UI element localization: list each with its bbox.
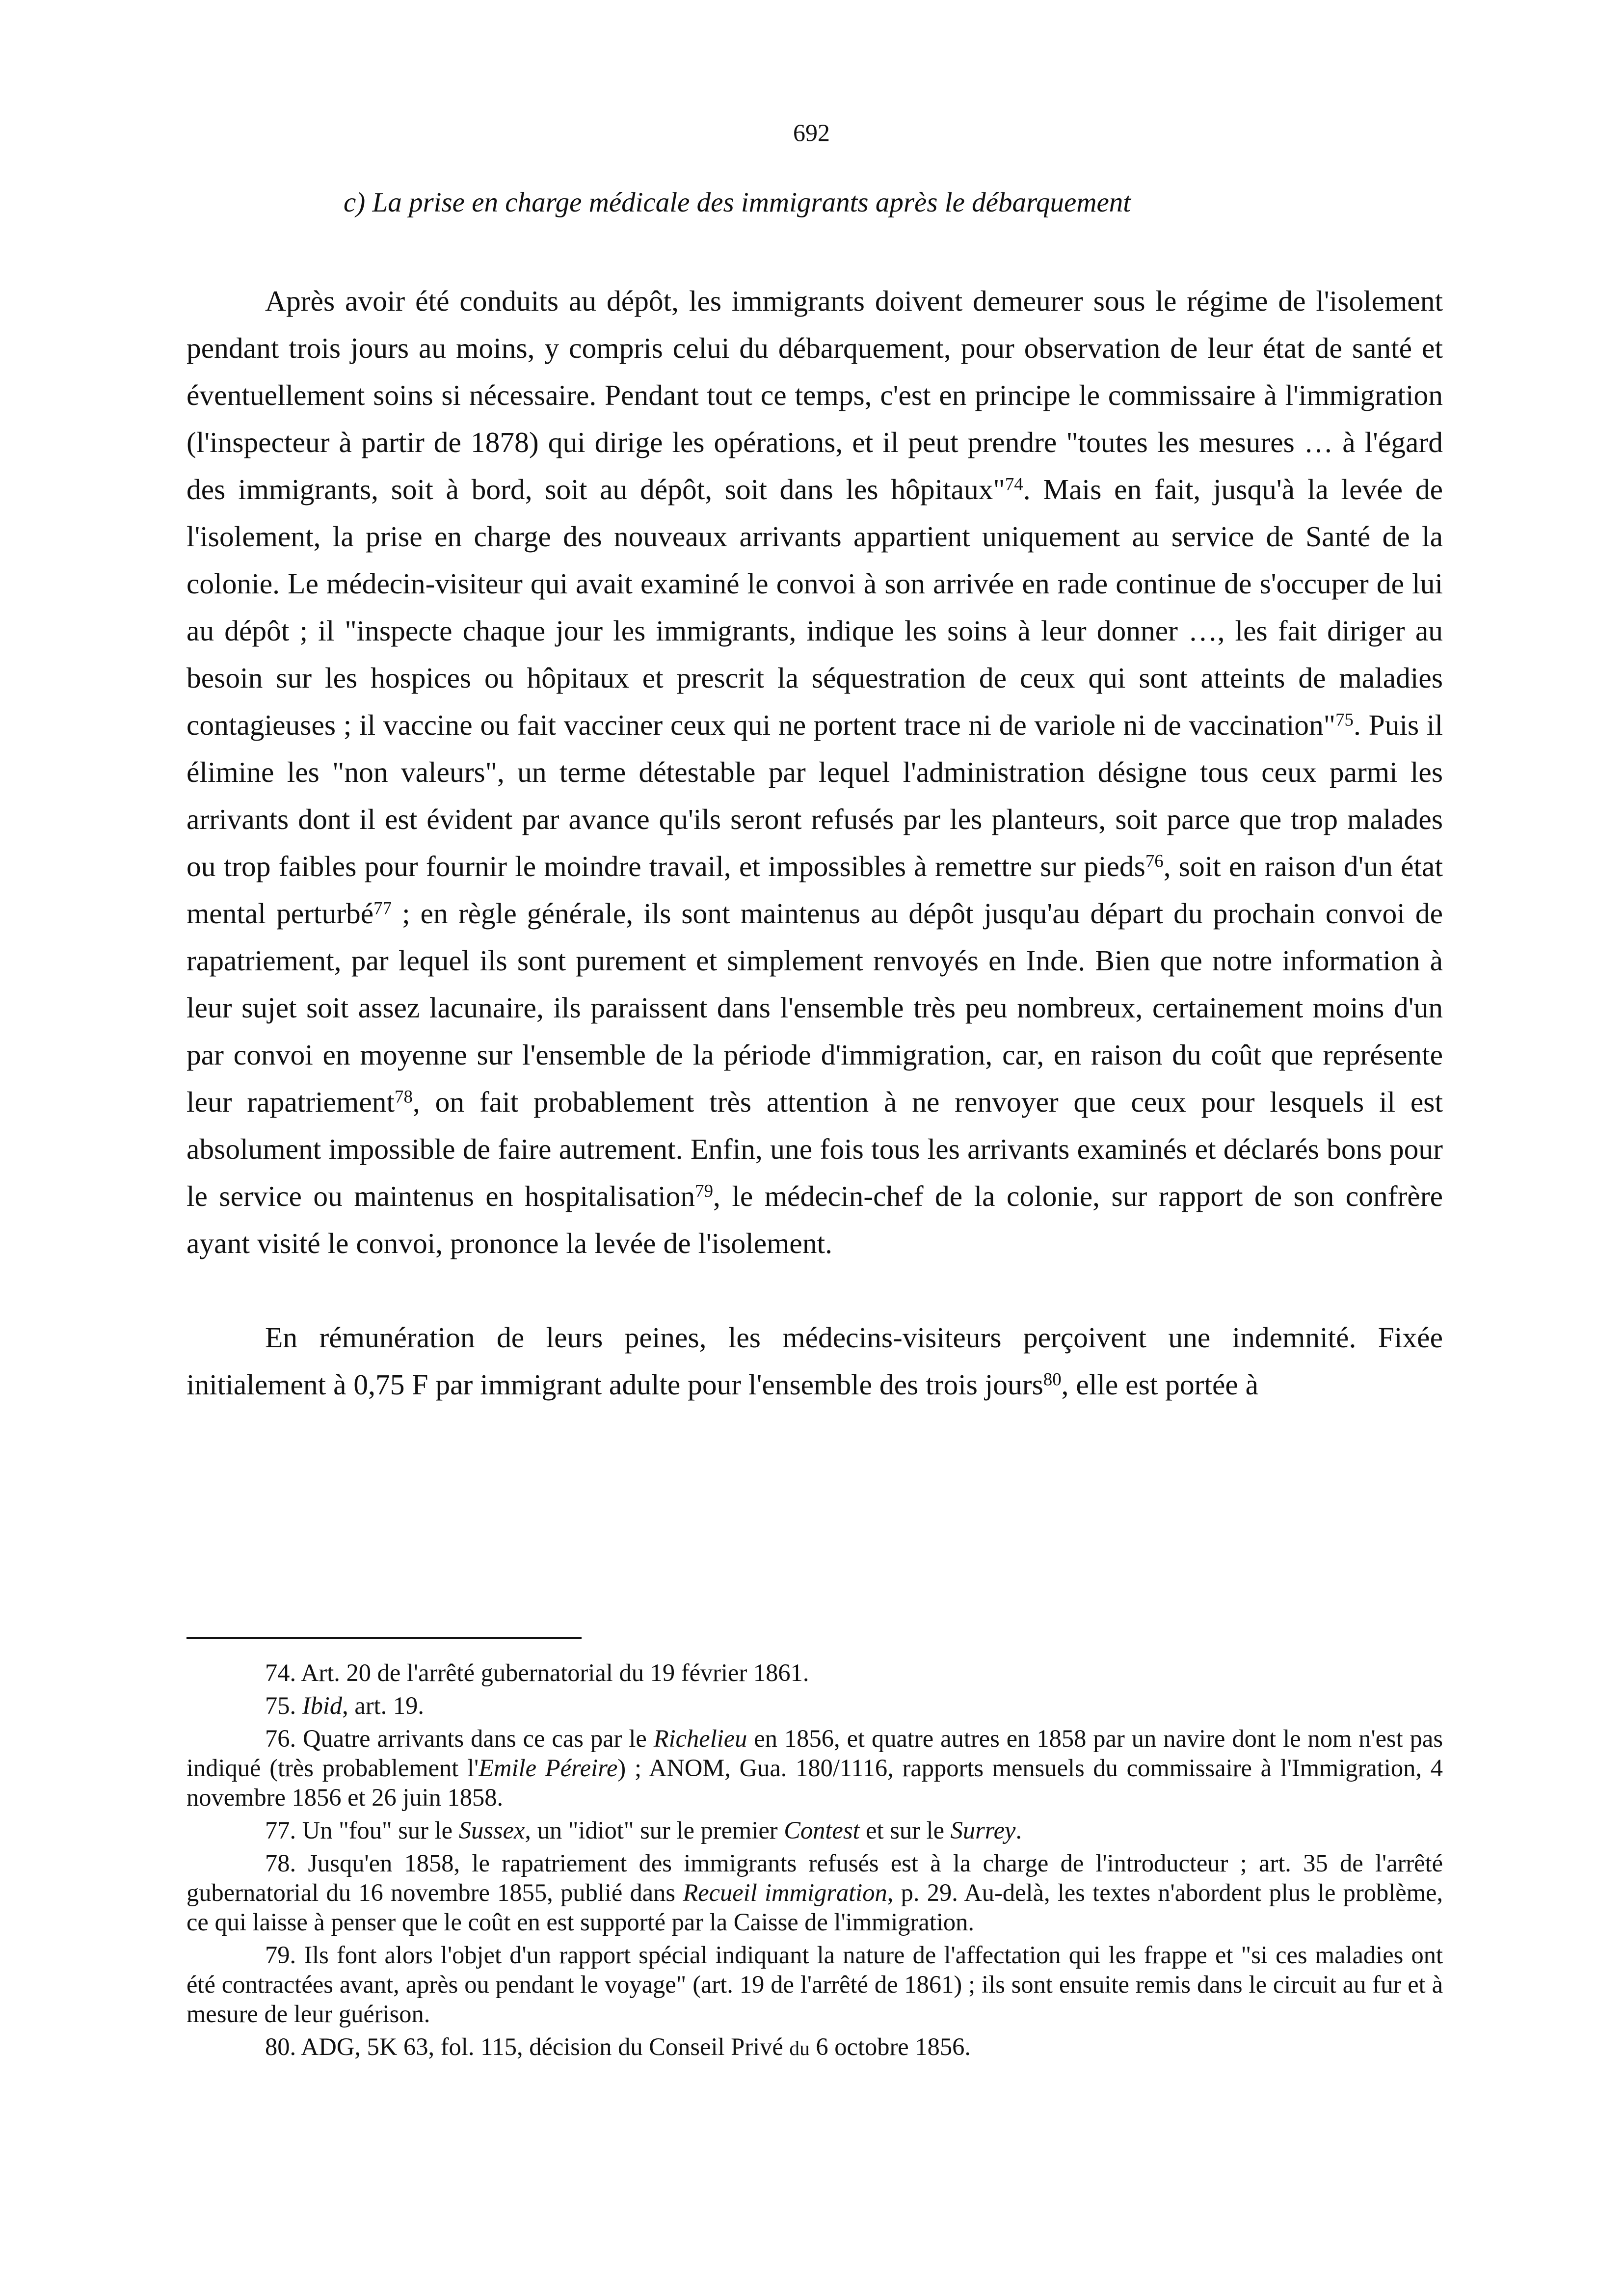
footnote-79: 79. Ils font alors l'objet d'un rapport spécial indiquant la nature de l'affectation qui les frappe et "si ces maladies ont été contractées avant, après ou pendant le voyage" (art. 19 de l'arrêté de 1861) ; ils sont ensuite remis dans le circuit au fur et à mesure de leur guérison.: [186, 1941, 1443, 2028]
footnote-78: 78. Jusqu'en 1858, le rapatriement des immigrants refusés est à la charge de l'introducteur ; art. 35 de l'arrêté gubernatorial du 16 novembre 1855, publié dans Recueil immigration, p. 29. Au-delà, les textes n'abordent plus le problème, ce qui laisse à penser que le coût en est supporté par la Caisse de l'immigration.: [186, 1849, 1443, 1936]
footnote-ref-75[interactable]: 75: [1335, 709, 1354, 730]
footnote-ref-76[interactable]: 76: [1145, 851, 1164, 871]
page-number: 692: [793, 119, 830, 146]
footnote-separator: [186, 1637, 582, 1639]
footnote-ref-74[interactable]: 74: [1005, 474, 1023, 494]
paragraph-1: Après avoir été conduits au dépôt, les immigrants doivent demeurer sous le régime de l'isolement pendant trois jours au moins, y compris celui du débarquement, pour observation de leur état de santé et éventuellement soins si nécessaire. Pendant tout ce temps, c'est en principe le commissaire à l'immigration (l'inspecteur à partir de 1878) qui dirige les opérations, et il peut prendre "toutes les mesures … à l'égard des immigrants, soit à bord, soit au dépôt, soit dans les hôpitaux"$^{74}$. Mais en fait, jusqu'à la levée de l'isolement, la prise en charge des nouveaux arrivants appartient uniquement au service de Santé de la colonie. Le médecin-visiteur qui avait examiné le convoi à son arrivée en rade continue de s'occuper de lui au dépôt ; il "inspecte chaque jour les immigrants, indique les soins à leur donner …, les fait diriger au besoin sur les hospices ou hôpitaux et prescrit la séquestration de ceux qui sont atteints de maladies contagieuses ; il vaccine ou fait vacciner ceux qui ne portent trace ni de variole ni de vaccination"$^{75}$. Puis il élimine les "non valeurs", un terme détestable par lequel l'administration désigne tous ceux parmi les arrivants dont il est évident par avance qu'ils seront refusés par les planteurs, soit parce que trop malades ou trop faibles pour fournir le moindre travail, et impossibles à remettre sur pieds$^{76}$, soit en raison d'un état mental perturbé$^{77}$ ; en règle générale, ils sont maintenus au dépôt jusqu'au départ du prochain convoi de rapatriement, par lequel ils sont purement et simplement renvoyés en Inde. Bien que notre information à leur sujet soit assez lacunaire, ils paraissent dans l'ensemble très peu nombreux, certainement moins d'un par convoi en moyenne sur l'ensemble de la période d'immigration, car, en raison du coût que représente leur rapatriement$^{78}$, on fait probablement très attention à ne renvoyer que ceux pour lesquels il est absolument impossible de faire autrement. Enfin, une fois tous les arrivants examinés et déclarés bons pour le service ou maintenus en hospitalisation$^{79}$, le médecin-chef de la colonie, sur rapport de son confrère ayant visité le convoi, prononce la levée de l'isolement.: [186, 285, 1443, 1259]
footnote-80: 80. ADG, 5K 63, fol. 115, décision du Conseil Privé du 6 octobre 1856.: [265, 2033, 971, 2060]
footnote-ref-77[interactable]: 77: [373, 898, 392, 918]
body-text: [186, 277, 1443, 1408]
footnote-ref-78[interactable]: 78: [395, 1086, 413, 1107]
section-heading: c) La prise en charge médicale des immigrants après le débarquement: [344, 187, 1131, 218]
footnotes: [186, 1658, 1443, 2066]
footnote-ref-80[interactable]: 80: [1043, 1369, 1062, 1389]
paragraph-2: En rémunération de leurs peines, les médecins-visiteurs perçoivent une indemnité. Fixée initialement à 0,75 F par immigrant adulte pour l'ensemble des trois jours$^{80}$, elle est portée à: [186, 1321, 1443, 1401]
footnote-ref-79[interactable]: 79: [695, 1180, 713, 1201]
footnote-74: 74. Art. 20 de l'arrêté gubernatorial du 19 février 1861.: [265, 1659, 809, 1686]
footnote-77: 77. Un "fou" sur le Sussex, un "idiot" sur le premier Contest et sur le Surrey.: [265, 1816, 1022, 1844]
footnote-76: 76. Quatre arrivants dans ce cas par le Richelieu en 1856, et quatre autres en 1858 par un navire dont le nom n'est pas indiqué (très probablement l'Emile Péreire) ; ANOM, Gua. 180/1116, rapports mensuels du commissaire à l'Immigration, 4 novembre 1856 et 26 juin 1858.: [186, 1725, 1443, 1811]
footnote-75: 75. Ibid, art. 19.: [265, 1692, 424, 1719]
